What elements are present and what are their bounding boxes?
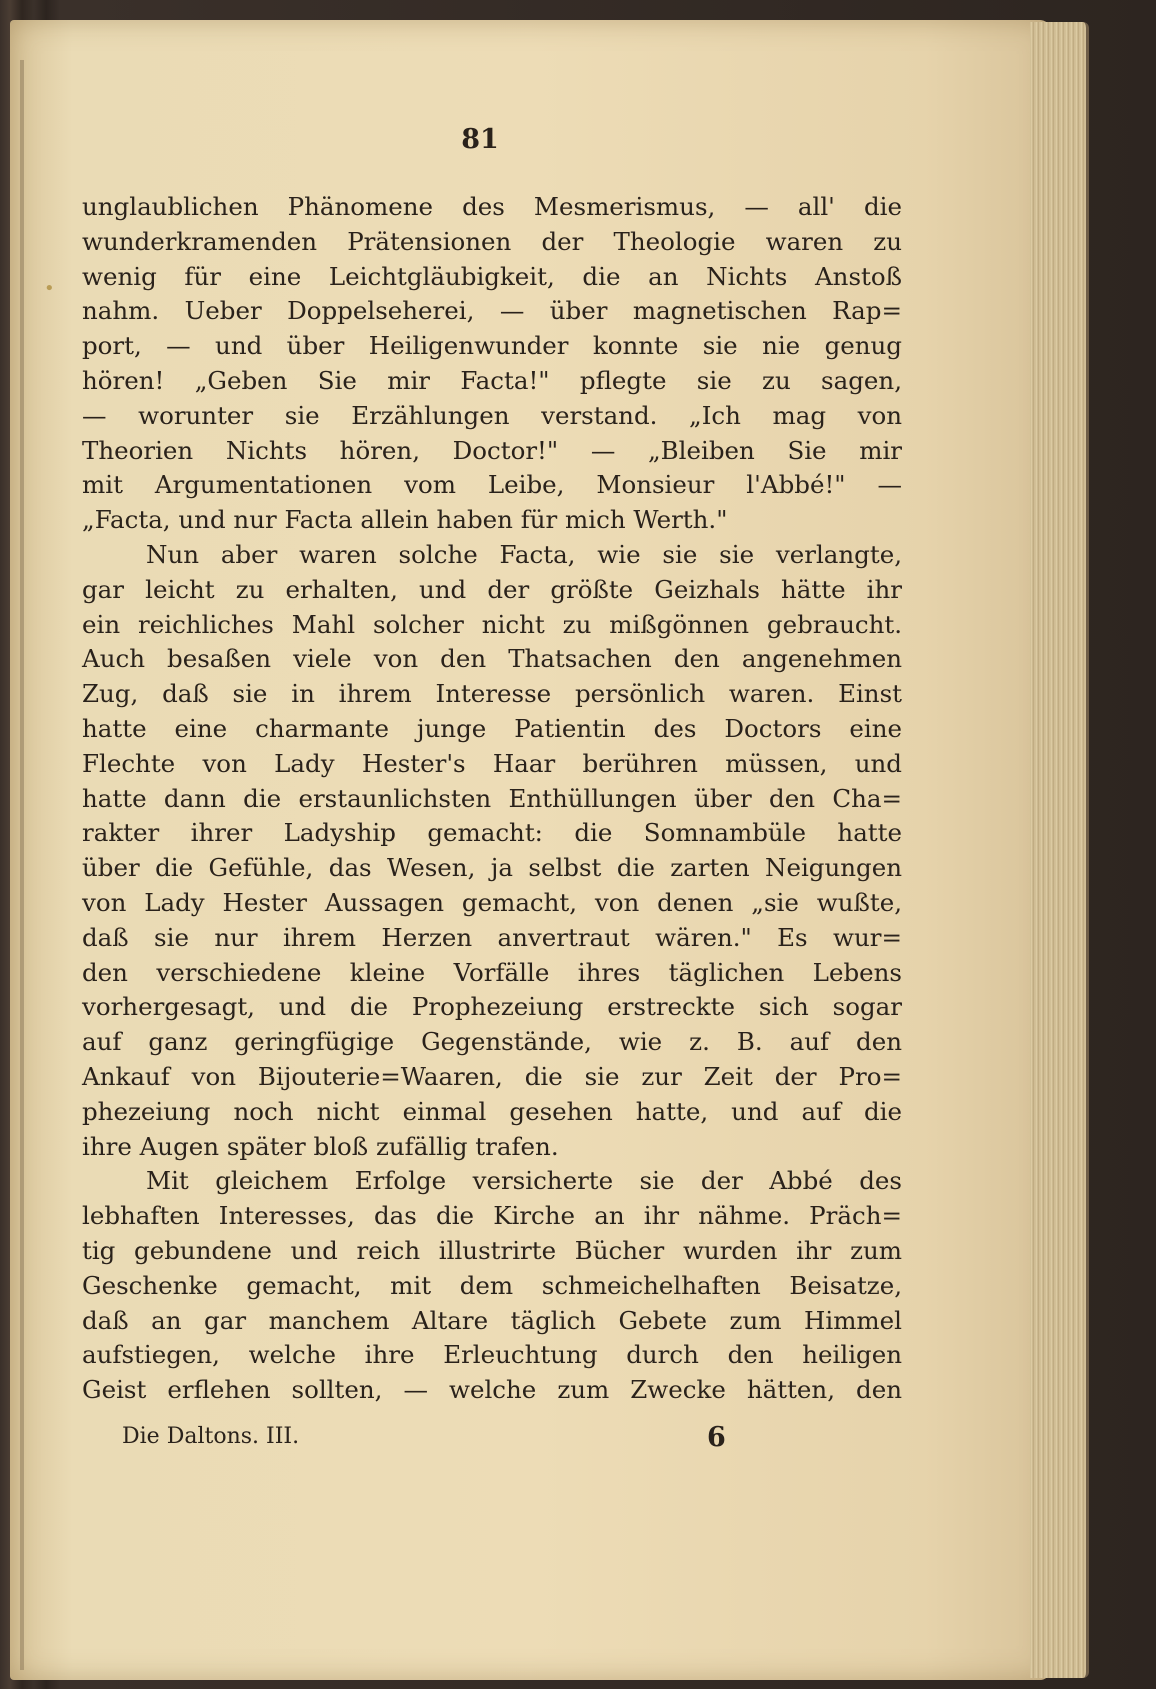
text-line: vorhergesagt, und die Prophezeiung erstreckte sich sogar — [82, 992, 902, 1022]
text-line: phezeiung noch nicht einmal gesehen hatte, und auf die — [82, 1096, 902, 1126]
text-line: Flechte von Lady Hester's Haar berühren müssen, und — [82, 748, 902, 778]
text-line: Mit gleichem Erfolge versicherte sie der Abbé des — [146, 1166, 902, 1196]
text-line: Geschenke gemacht, mit dem schmeichelhaften Beisatze, — [82, 1270, 902, 1300]
text-line: ein reichliches Mahl solcher nicht zu mißgönnen gebraucht. — [82, 609, 902, 639]
text-line: gar leicht zu erhalten, und der größte Geizhals hätte ihr — [82, 574, 902, 604]
text-line: den verschiedene kleine Vorfälle ihres täglichen Lebens — [82, 957, 902, 987]
text-line: rakter ihrer Ladyship gemacht: die Somnambüle hatte — [82, 818, 902, 848]
text-line: nahm. Ueber Doppelseherei, — über magnetischen Rap= — [82, 296, 902, 326]
text-line: Zug, daß sie in ihrem Interesse persönlich waren. Einst — [82, 679, 902, 709]
text-line: daß an gar manchem Altare täglich Gebete zum Himmel — [82, 1305, 902, 1335]
text-line: unglaublichen Phänomene des Mesmerismus, — all' die — [82, 192, 902, 221]
text-line: „Facta, und nur Facta allein haben für mich Werth." — [82, 505, 728, 535]
text-line: lebhaften Interesses, das die Kirche an ihr nähme. Präch= — [82, 1201, 902, 1231]
text-line: tig gebundene und reich illustrirte Bücher wurden ihr zum — [82, 1235, 902, 1265]
text-line: wenig für eine Leichtgläubigkeit, die an Nichts Anstoß — [82, 261, 902, 291]
text-line: — worunter sie Erzählungen verstand. „Ich mag von — [82, 400, 902, 430]
text-line: port, — und über Heiligenwunder konnte sie nie genug — [82, 331, 902, 361]
text-line: Theorien Nichts hören, Doctor!" — „Bleiben Sie mir — [82, 435, 902, 465]
book-page — [10, 20, 1050, 1680]
text-line: aufstiegen, welche ihre Erleuchtung durch den heiligen — [82, 1340, 902, 1370]
sheet-number: 6 — [707, 1422, 726, 1453]
page-footer — [122, 1422, 726, 1460]
text-line: Auch besaßen viele von den Thatsachen den angenehmen — [82, 644, 902, 674]
margin-mark: • — [44, 278, 55, 299]
text-line: ihre Augen später bloß zufällig trafen. — [82, 1131, 559, 1161]
signature-mark: Die Daltons. III. — [122, 1424, 300, 1449]
text-line: Nun aber waren solche Facta, wie sie sie verlangte, — [146, 539, 902, 569]
text-line: über die Gefühle, das Wesen, ja selbst die zarten Neigungen — [82, 853, 902, 883]
page-gutter — [20, 60, 24, 1670]
body-text — [82, 190, 902, 1408]
text-line: mit Argumentationen vom Leibe, Monsieur l'Abbé!" — — [82, 470, 902, 500]
text-line: Geist erflehen sollten, — welche zum Zwecke hätten, den — [82, 1375, 902, 1405]
text-line: auf ganz geringfügige Gegenstände, wie z. B. auf den — [82, 1027, 902, 1057]
text-line: wunderkramenden Prätensionen der Theologie waren zu — [82, 226, 902, 256]
text-line: von Lady Hester Aussagen gemacht, von denen „sie wußte, — [82, 887, 902, 917]
page-number: 81 — [461, 124, 499, 155]
text-line: Ankauf von Bijouterie=Waaren, die sie zur Zeit der Pro= — [82, 1061, 902, 1091]
text-line: hören! „Geben Sie mir Facta!" pflegte sie zu sagen, — [82, 365, 902, 395]
text-line: daß sie nur ihrem Herzen anvertraut wären." Es wur= — [82, 922, 902, 952]
text-line: hatte dann die erstaunlichsten Enthüllungen über den Cha= — [82, 783, 902, 813]
page-edges — [1030, 22, 1089, 1678]
text-line: hatte eine charmante junge Patientin des Doctors eine — [82, 713, 902, 743]
